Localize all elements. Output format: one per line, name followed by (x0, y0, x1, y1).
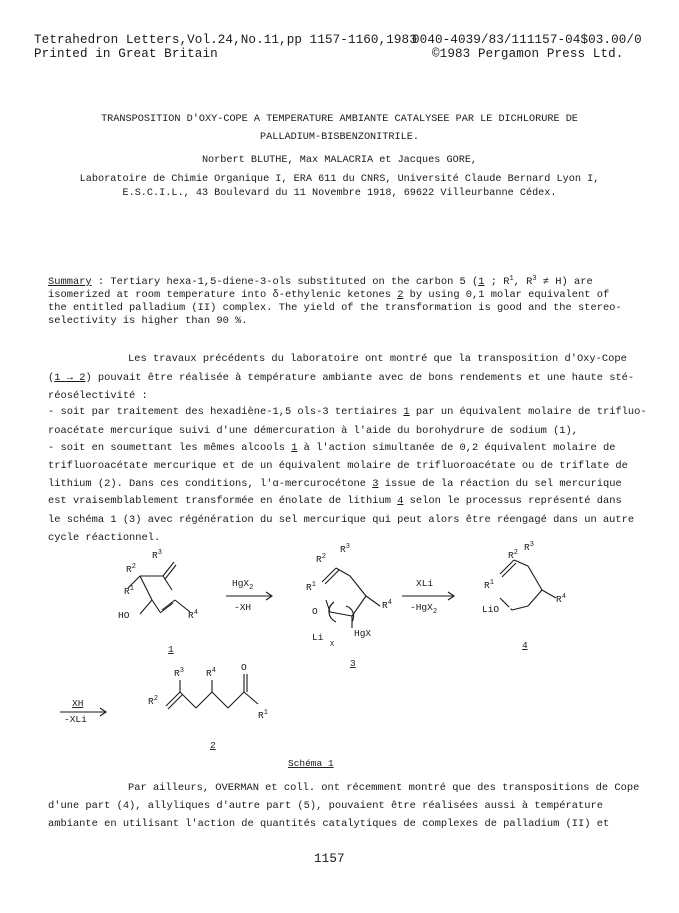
body1-line-9: est vraisemblablement transformée en énolate de lithium 4 selon le processus représenté dans (48, 495, 622, 507)
body1-line-3: réosélectivité : (48, 390, 148, 402)
compound-ref: 1 (403, 406, 410, 418)
scheme-caption: Schéma 1 (288, 758, 334, 769)
label-r3: $R^3$ (152, 549, 162, 561)
title-line-2: PALLADIUM-BISBENZONITRILE. (260, 132, 419, 143)
body1-line-1: Les travaux précédents du laboratoire ont montré que la transposition d'Oxy-Cope (128, 353, 627, 365)
body2-line-1: Par ailleurs, OVERMAN et coll. ont récemment montré que des transpositions de Cope (128, 782, 640, 794)
label-o: O (241, 662, 247, 673)
reaction-scheme (0, 540, 679, 780)
compound-ref: 2 (397, 289, 404, 301)
label-r2: $R^2$ (148, 695, 158, 707)
compound-number-4: 4 (522, 640, 528, 651)
label-r4: $R^4$ (206, 667, 216, 679)
reagent-minus-xli: -XLi (64, 714, 87, 725)
label-r1: $R^1$ (306, 581, 316, 593)
journal-citation: Tetrahedron Letters,Vol.24,No.11,pp 1157-1160,1983 (34, 33, 417, 47)
compound-number-2: 2 (210, 740, 216, 751)
label-li: Li (312, 632, 324, 643)
label-r2: $R^2$ (316, 553, 326, 565)
body1-line-5: roacétate mercurique suivi d'une démercuration à l'aide du borohydrure de sodium (1), (48, 425, 579, 437)
compound-2-structure (166, 674, 258, 709)
label-r4: $R^4$ (556, 593, 566, 605)
printed-location: Printed in Great Britain (34, 47, 218, 61)
label-r3: $R^3$ (524, 541, 534, 553)
label-r4: $R^4$ (382, 599, 392, 611)
body1-line-11: cycle réactionnel. (48, 532, 161, 544)
label-lio: LiO (482, 604, 500, 615)
body1-line-10: le schéma 1 (3) avec régénération du sel mercurique qui peut alors être réengagé dans un autre (48, 514, 635, 526)
label-r2: $R^2$ (508, 549, 518, 561)
label-r4: $R^4$ (188, 609, 198, 621)
compound-number-3: 3 (350, 658, 356, 669)
compound-ref: 1 → 2 (54, 372, 86, 384)
compound-ref: 4 (397, 495, 404, 507)
compound-1-structure (128, 562, 190, 614)
reagent-xh: XH (72, 698, 84, 709)
reagent-minus-xh: -XH (234, 602, 252, 613)
label-r1: $R^1$ (258, 709, 268, 721)
label-o: O (312, 606, 318, 617)
affiliation-line-1: Laboratoire de Chimie Organique I, ERA 611 du CNRS, Université Claude Bernard Lyon I, (79, 174, 600, 185)
body1-line-8: lithium (2). Dans ces conditions, l'α-mercurocétone 3 issue de la réaction du sel mercurique (48, 478, 622, 490)
body1-line-2: (1 → 2) pouvait être réalisée à température ambiante avec de bons rendements et une haute sté- (48, 372, 635, 384)
affiliation-line-2: E.S.C.I.L., 43 Boulevard du 11 Novembre 1918, 69622 Villeurbanne Cédex. (122, 188, 557, 199)
compound-ref: 1 (478, 276, 485, 288)
compound-3-structure (322, 568, 380, 628)
label-r2: $R^2$ (126, 563, 136, 575)
reagent-minus-hgx2: -HgX$_2$ (410, 602, 438, 616)
label-r1: $R^1$ (124, 585, 134, 597)
summary-label: Summary (48, 276, 92, 288)
reagent-xli: XLi (416, 578, 434, 589)
compound-number-1: 1 (168, 644, 174, 655)
label-hgx: HgX (354, 628, 372, 639)
summary-line-1: Summary : Tertiary hexa-1,5-diene-3-ols substituted on the carbon 5 (1 ; $R^1$, $R^3 \ne H$) are (48, 275, 593, 288)
authors: Norbert BLUTHE, Max MALACRIA et Jacques GORE, (201, 155, 478, 166)
compound-4-structure (500, 560, 556, 610)
body2-line-2: d'une part (4), allyliques d'autre part (5), pouvaient être réalisées aussi à température (48, 800, 603, 812)
body2-line-3: ambiante en utilisant l'action de quantités catalytiques de complexes de palladium (II) et (48, 818, 610, 830)
summary-line-2: isomerized at room temperature into δ-ethylenic ketones 2 by using 0,1 molar equivalent of (48, 289, 610, 301)
body1-line-6: - soit en soumettant les mêmes alcools 1 à l'action simultanée de 0,2 équivalent molaire de (48, 442, 616, 454)
label-r3: $R^3$ (174, 667, 184, 679)
summary-line-4: selectivity is higher than 90 %. (48, 315, 248, 327)
copyright: ©1983 Pergamon Press Ltd. (432, 47, 624, 61)
compound-ref: 3 (372, 478, 379, 490)
body1-line-7: trifluoroacétate mercurique et de un équivalent molaire de trifluoroacétate ou de triflate de (48, 460, 628, 472)
issn-code: 0040-4039/83/111157-04$03.00/0 (412, 33, 642, 47)
label-r3: $R^3$ (340, 543, 350, 555)
page-number: 1157 (314, 852, 345, 866)
label-r1: $R^1$ (484, 579, 494, 591)
body1-line-4: - soit par traitement des hexadiène-1,5 ols-3 tertiaires 1 par un équivalent molaire de trifluo- (48, 406, 647, 418)
reagent-hgx2: HgX$_2$ (232, 578, 254, 592)
title-line-1: TRANSPOSITION D'OXY-COPE A TEMPERATURE AMBIANTE CATALYSEE PAR LE DICHLORURE DE (101, 114, 578, 125)
compound-ref: 1 (291, 442, 298, 454)
summary-line-3: the entitled palladium (II) complex. The yield of the transformation is good and the stereo- (48, 302, 622, 314)
label-x: X (330, 641, 335, 649)
label-ho: HO (118, 610, 130, 621)
